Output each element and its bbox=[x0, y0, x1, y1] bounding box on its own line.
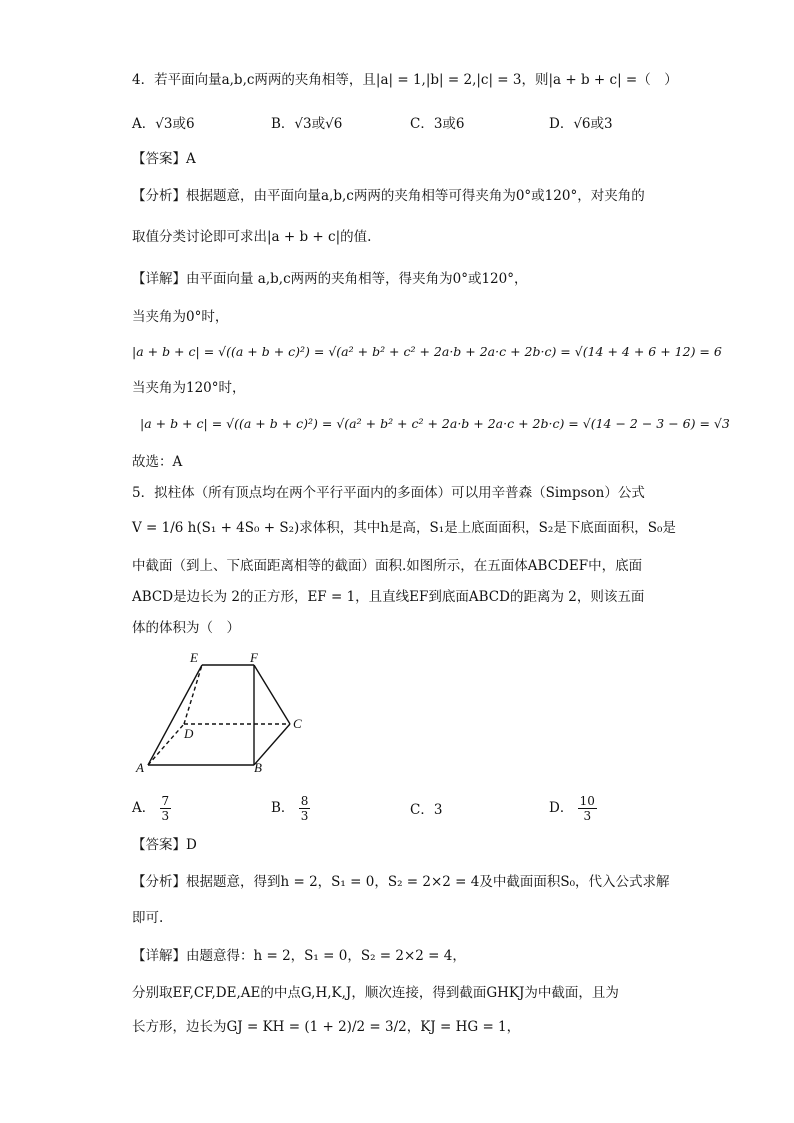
q5-detail-line1: 【详解】由题意得：h = 2，S₁ = 0，S₂ = 2×2 = 4， bbox=[132, 948, 466, 964]
edge-bc bbox=[254, 724, 290, 765]
q4-equation-1: |a + b + c| = √((a + b + c)²) = √(a² + b² + c² + 2a·b + 2a·c + 2b·c) = √(14 + 4 + 6 + 12) = 6 bbox=[132, 344, 722, 359]
q4-conclusion: 故选：A bbox=[132, 454, 183, 470]
q5-option-a bbox=[132, 794, 171, 823]
q5-option-a-fraction bbox=[160, 794, 172, 823]
label-a: A bbox=[136, 760, 144, 775]
edge-ae bbox=[148, 665, 202, 765]
q5-option-d-fraction bbox=[578, 794, 597, 823]
q5-detail-line2: 分别取EF,CF,DE,AE的中点G,H,K,J，顺次连接，得到截面GHKJ为中截面，且为 bbox=[132, 985, 619, 1001]
q4-case1: 当夹角为0°时， bbox=[132, 309, 229, 325]
q5-option-d-num: 10 bbox=[579, 794, 595, 808]
label-f: F bbox=[250, 650, 258, 665]
q4-stem: 4．若平面向量a,b,c两两的夹角相等，且|a| = 1,|b| = 2,|c| = 3，则|a + b + c| =（ ） bbox=[132, 72, 678, 88]
q5-detail-line3: 长方形，边长为GJ = KH = (1 + 2)/2 = 3/2，KJ = HG = 1， bbox=[132, 1019, 521, 1035]
q5-option-d bbox=[549, 794, 597, 823]
q5-option-d-letter: D． bbox=[549, 800, 574, 816]
q4-equation-2: |a + b + c| = √((a + b + c)²) = √(a² + b² + c² + 2a·b + 2a·c + 2b·c) = √(14 − 2 − 3 − 6) = √3 bbox=[140, 416, 730, 431]
q4-analysis-line1: 【分析】根据题意，由平面向量a,b,c两两的夹角相等可得夹角为0°或120°，对夹角的 bbox=[132, 188, 645, 204]
q4-option-c: C．3或6 bbox=[410, 116, 465, 132]
q5-stem-line1: 5．拟柱体（所有顶点均在两个平行平面内的多面体）可以用辛普森（Simpson）公式 bbox=[132, 485, 645, 501]
q5-analysis-line1: 【分析】根据题意，得到h = 2，S₁ = 0，S₂ = 2×2 = 4及中截面面积S₀，代入公式求解 bbox=[132, 874, 670, 890]
q5-option-b-fraction bbox=[299, 794, 311, 823]
q5-stem-line4: ABCD是边长为 2的正方形，EF = 1，且直线EF到底面ABCD的距离为 2，则该五面 bbox=[132, 589, 645, 605]
q5-option-b-letter: B． bbox=[271, 800, 295, 816]
q4-option-a: A．√3或6 bbox=[132, 116, 195, 132]
q4-analysis-line2: 取值分类讨论即可求出|a + b + c|的值. bbox=[132, 229, 372, 245]
edge-ad-hidden bbox=[148, 724, 184, 765]
q5-option-c-value: 3 bbox=[433, 802, 443, 818]
q4-option-d: D．√6或3 bbox=[549, 116, 613, 132]
q4-option-b: B．√3或√6 bbox=[271, 116, 343, 132]
label-b: B bbox=[254, 760, 262, 775]
q5-option-a-den: 3 bbox=[161, 809, 170, 823]
q5-stem-line2: V = 1/6 h(S₁ + 4S₀ + S₂)求体积，其中h是高，S₁是上底面面积，S₂是下底面面积，S₀是 bbox=[132, 520, 676, 536]
q5-option-d-den: 3 bbox=[583, 809, 592, 823]
label-c: C bbox=[293, 716, 302, 731]
label-d: D bbox=[184, 726, 194, 741]
q5-option-c-letter: C． bbox=[410, 802, 434, 818]
q4-case2: 当夹角为120°时， bbox=[132, 380, 246, 396]
q5-option-b-num: 8 bbox=[300, 794, 309, 808]
label-e: E bbox=[190, 650, 198, 665]
edge-fc bbox=[254, 665, 290, 724]
q5-option-c bbox=[410, 800, 442, 820]
q5-option-b bbox=[271, 794, 310, 823]
q4-detail-line1: 【详解】由平面向量 a,b,c两两的夹角相等，得夹角为0°或120°， bbox=[132, 271, 528, 287]
q4-answer: 【答案】A bbox=[132, 151, 196, 167]
q5-stem-line5: 体的体积为（ ） bbox=[132, 620, 240, 636]
q5-option-a-letter: A． bbox=[132, 800, 156, 816]
pentahedron-figure bbox=[132, 648, 312, 778]
q5-analysis-line2: 即可. bbox=[132, 910, 164, 926]
q5-option-b-den: 3 bbox=[300, 809, 309, 823]
q5-stem-line3: 中截面（到上、下底面距离相等的截面）面积.如图所示，在五面体ABCDEF中，底面 bbox=[132, 558, 643, 574]
q5-answer: 【答案】D bbox=[132, 837, 197, 853]
q5-option-a-num: 7 bbox=[161, 794, 170, 808]
